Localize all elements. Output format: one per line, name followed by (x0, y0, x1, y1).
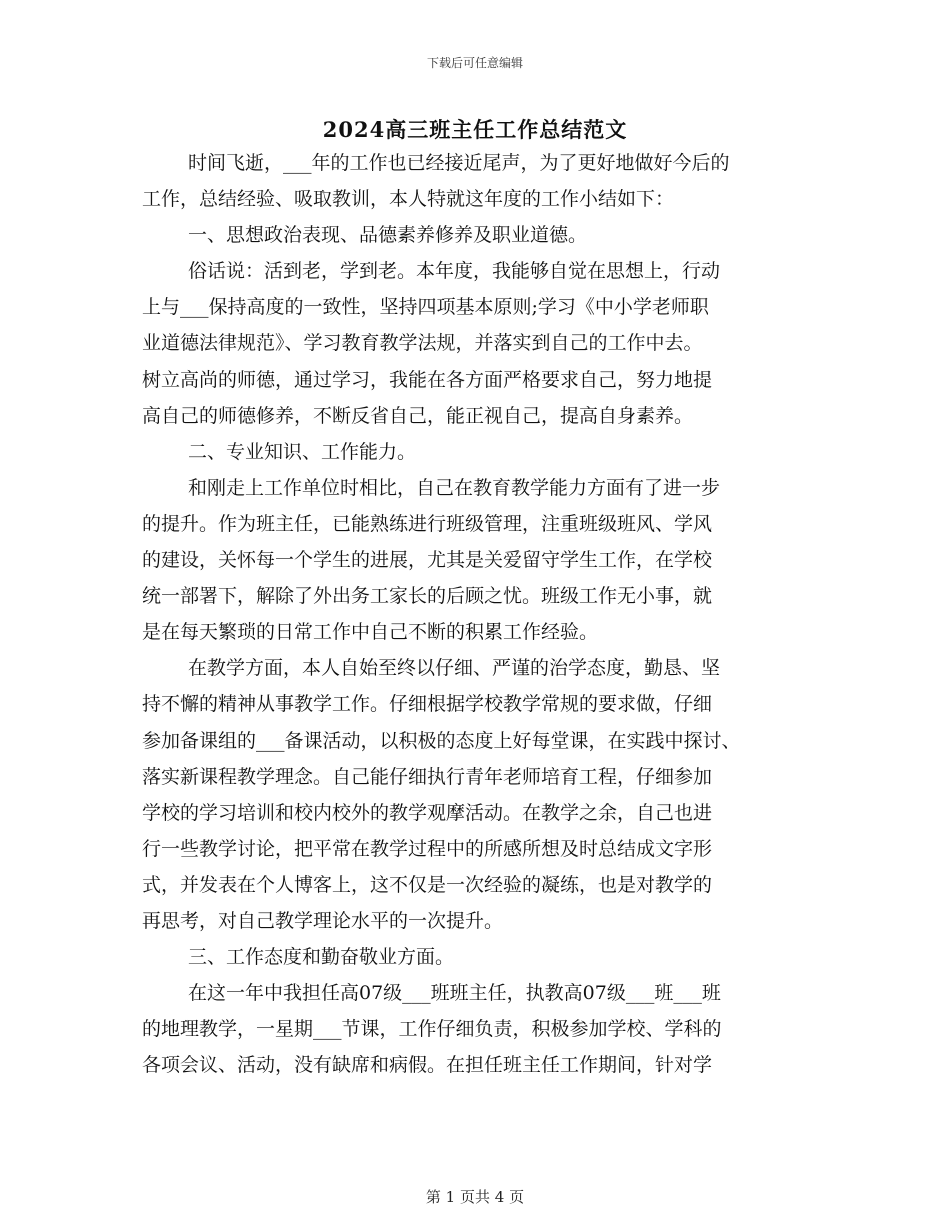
body-line: 树立高尚的师德，通过学习，我能在各方面严格要求自己，努力地提 (142, 368, 713, 391)
body-line: 持不懈的精神从事教学工作。仔细根据学校教学常规的要求做，仔细 (142, 693, 713, 716)
body-line: 各项会议、活动，没有缺席和病假。在担任班主任工作期间，针对学 (142, 1054, 713, 1077)
body-line: 工作，总结经验、吸取教训，本人特就这年度的工作小结如下： (142, 188, 675, 211)
body-line: 行一些教学讨论，把平常在教学过程中的所感所想及时总结成文字形 (142, 837, 713, 860)
body-line: 三、工作态度和勤奋敬业方面。 (188, 946, 455, 969)
body-line: 上与___保持高度的一致性，坚持四项基本原则;学习《中小学老师职 (142, 296, 709, 319)
body-line: 参加备课组的___备课活动，以积极的态度上好每堂课，在实践中探讨、 (142, 729, 741, 752)
body-line: 高自己的师德修养，不断反省自己，能正视自己，提高自身素养。 (142, 404, 694, 427)
body-line: 一、思想政治表现、品德素养修养及职业道德。 (188, 224, 588, 247)
body-line: 是在每天繁琐的日常工作中自己不断的积累工作经验。 (142, 621, 599, 644)
body-line: 的提升。作为班主任，已能熟练进行班级管理，注重班级班风、学风 (142, 512, 713, 535)
body-line: 在教学方面，本人自始至终以仔细、严谨的治学态度，勤恳、坚 (188, 657, 721, 680)
body-line: 在这一年中我担任高07级___班班主任，执教高07级___班___班 (188, 982, 721, 1005)
body-line: 时间飞逝，___年的工作也已经接近尾声，为了更好地做好今后的 (188, 152, 730, 174)
body-line: 统一部署下，解除了外出务工家长的后顾之忧。班级工作无小事，就 (142, 585, 713, 608)
body-line: 再思考，对自己教学理论水平的一次提升。 (142, 909, 504, 932)
body-line: 学校的学习培训和校内校外的教学观摩活动。在教学之余，自己也进 (142, 801, 713, 824)
body-line: 式，并发表在个人博客上，这不仅是一次经验的凝练，也是对教学的 (142, 873, 713, 896)
body-line: 的建设，关怀每一个学生的进展，尤其是关爱留守学生工作，在学校 (142, 549, 713, 572)
document-title: 2024高三班主任工作总结范文 (322, 117, 628, 142)
body-line: 业道德法律规范》、学习教育教学法规，并落实到自己的工作中去。 (142, 332, 703, 355)
body-line: 落实新课程教学理念。自己能仔细执行青年老师培育工程，仔细参加 (142, 765, 713, 788)
body-line: 二、专业知识、工作能力。 (188, 440, 417, 463)
body-line: 和刚走上工作单位时相比，自己在教育教学能力方面有了进一步 (188, 476, 721, 499)
body-line: 俗话说：活到老，学到老。本年度，我能够自觉在思想上，行动 (188, 260, 721, 283)
document-body (142, 145, 818, 1083)
page-footer: 第 1 页共 4 页 (425, 1188, 525, 1206)
header-note: 下载后可任意编辑 (426, 56, 523, 70)
body-line: 的地理教学，一星期___节课，工作仔细负责，积极参加学校、学科的 (142, 1018, 722, 1041)
